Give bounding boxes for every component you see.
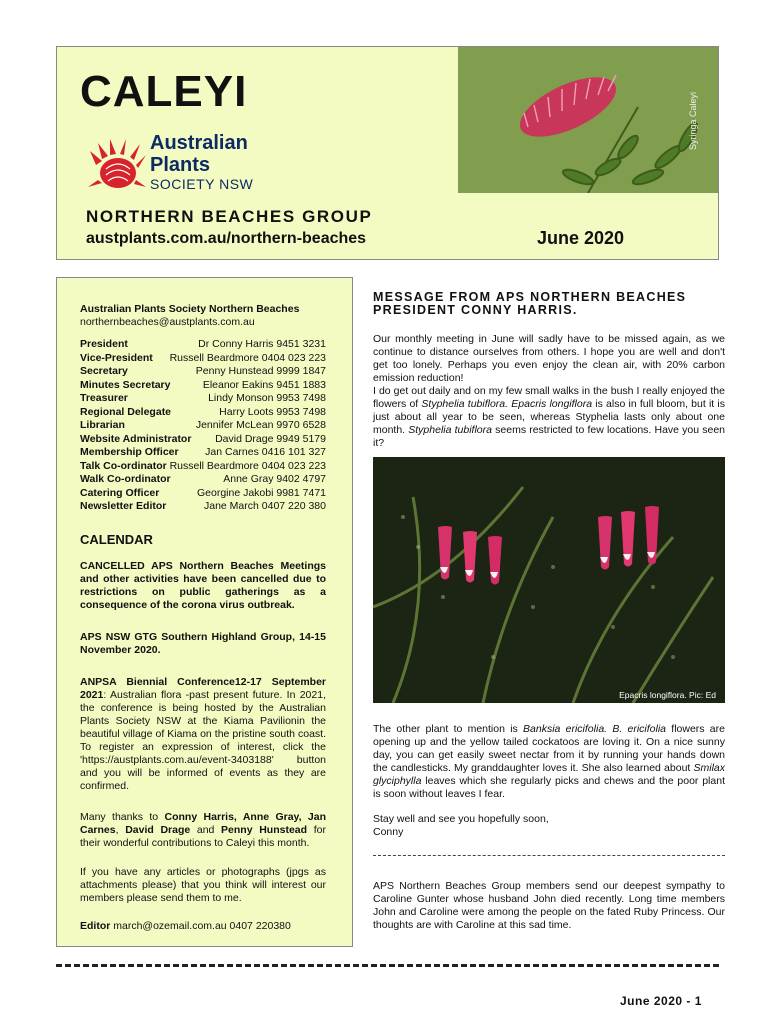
committee-person: Dr Conny Harris 9451 3231 [198, 338, 326, 350]
thanks-names: David Drage [125, 824, 191, 836]
message-text: The other plant to mention is [373, 723, 524, 735]
message-signoff [373, 813, 725, 839]
committee-row [80, 419, 326, 433]
committee-role: Secretary [80, 365, 128, 377]
message-paragraph [373, 723, 725, 801]
committee-row [80, 406, 326, 420]
committee-row [80, 392, 326, 406]
committee-person: Penny Hunstead 9999 1847 [195, 365, 326, 377]
committee-role: Newsletter Editor [80, 500, 167, 512]
issue-date: June 2020 [537, 228, 625, 248]
message-text: seems restricted to few locations. Have you seen it? [373, 424, 726, 449]
thanks-names: Penny Hunstead [221, 824, 308, 836]
calendar-heading: CALENDAR [80, 532, 153, 547]
website-link[interactable]: austplants.com.au/northern-beaches [86, 230, 367, 247]
message-text: leaves which she regularly picks and chews and the poor plant is soon without leaves I fear. [373, 775, 725, 800]
committee-row [80, 446, 326, 460]
calendar-gtg-event: APS NSW GTG Southern Highland Group, 14-15 November 2020. [80, 631, 326, 656]
committee-person: Harry Loots 9953 7498 [219, 405, 326, 418]
anpsa-title: ANPSA Biennial Conference12-17 September 2021 [80, 676, 326, 701]
committee-row [80, 338, 326, 352]
logo-text-australian: Australian [150, 132, 248, 154]
thanks-text: Many thanks to [80, 811, 165, 823]
thanks-text: and [190, 824, 222, 836]
committee-role: Catering Officer [80, 486, 160, 499]
committee-person: Anne Gray 9402 4797 [223, 473, 326, 485]
committee-person: Jane March 0407 220 380 [203, 500, 326, 512]
signoff-line: Stay well and see you hopefully soon, [373, 813, 549, 825]
footer-divider [56, 964, 719, 967]
committee-role: Talk Co-ordinator [80, 459, 167, 472]
message-text: is also in full bloom, but it is just about all year to be seen, whereas Styphelia lasts only about one month. [373, 398, 725, 436]
committee-person: Jennifer McLean 9970 6528 [195, 419, 326, 431]
photo-credit: Syringa Caleyi [688, 91, 698, 151]
committee-row [80, 460, 326, 474]
committee-person: Jan Carnes 0416 101 327 [205, 446, 326, 458]
committee-person: David Drage 9949 5179 [215, 432, 326, 445]
committee-role: Treasurer [80, 392, 128, 404]
anpsa-details: : Australian flora -past present future. In 2021, the conference is being hosted by the Australian Plants Society NSW at the Kiama Pavilionin the beautiful village of Kiama on the pristine south coast. To register an expression of interest, click the 'https://austplants.com.au/event-3403188' button and you will be informed of events as they are confirmed. [80, 689, 326, 792]
grevillea-caleyi-photo [458, 47, 718, 193]
committee-row [80, 379, 326, 393]
section-divider [373, 855, 725, 868]
plant-name: Styphelia tubiflora [408, 424, 492, 436]
committee-role: Walk Co-ordinator [80, 473, 171, 485]
editor-contact [80, 920, 326, 933]
editor-label: Editor [80, 920, 111, 932]
plant-name: Smilax glyciphylla [373, 762, 725, 787]
plant-name: Styphelia tubiflora. Epacris longiflora [421, 398, 593, 410]
committee-role: Librarian [80, 419, 125, 431]
newsletter-title: CALEYI [80, 67, 248, 116]
committee-row [80, 500, 326, 514]
committee-row [80, 352, 326, 366]
epacris-longiflora-photo [373, 457, 725, 703]
committee-person: Georgine Jakobi 9981 7471 [196, 486, 326, 499]
society-name: Australian Plants Society Northern Beaches [80, 303, 300, 315]
committee-role: Minutes Secretary [80, 378, 171, 391]
committee-person: Eleanor Eakins 9451 1883 [202, 378, 326, 391]
committee-person: Russell Beardmore 0404 023 223 [169, 459, 326, 472]
group-name: NORTHERN BEACHES GROUP [86, 207, 373, 226]
articles-request: If you have any articles or photographs (jpgs as attachments please) that you think will interest our members please send them to me. [80, 866, 326, 904]
committee-list [80, 338, 326, 514]
logo-text-society: SOCIETY NSW [150, 176, 254, 192]
editor-details[interactable]: march@ozemail.com.au 0407 220380 [110, 920, 291, 932]
society-email[interactable]: northernbeaches@austplants.com.au [80, 316, 255, 328]
committee-row [80, 433, 326, 447]
committee-person: Russell Beardmore 0404 023 223 [169, 351, 326, 364]
photo-caption: Epacris longiflora. Pic: Ed [619, 690, 716, 700]
committee-role: Regional Delegate [80, 405, 172, 418]
calendar-cancelled-notice: CANCELLED APS Northern Beaches Meetings and other activities have been cancelled due to restrictions on public gatherings as a consequence of the corona virus outbreak. [80, 560, 326, 611]
logo-text-plants: Plants [150, 154, 211, 176]
page-footer: June 2020 - 1 [620, 994, 702, 1008]
committee-row [80, 487, 326, 501]
message-text: I do get out daily and on my few small walks in the bush I really enjoyed the flowers of [373, 385, 725, 410]
calendar-anpsa-event [80, 676, 326, 793]
committee-role: Website Administrator [80, 432, 192, 445]
thanks-text: for their wonderful contributions to Caleyi this month. [80, 824, 326, 849]
message-paragraph: Our monthly meeting in June will sadly have to be missed again, as we continue to distance ourselves from others. I hope you are well and don't get too lonely. Perhaps you even enjoy the clean air, with 20% carbon emission reduction! [373, 333, 725, 384]
plant-name: Banksia ericifolia. B. ericifolia [523, 723, 667, 735]
sympathy-notice: APS Northern Beaches Group members send our deepest sympathy to Caroline Gunter whose husband John died recently. Long time members John and Caroline were among the people on the fated Ruby Princess. Our thoughts are with Caroline at this sad time. [373, 880, 725, 931]
message-paragraph [373, 385, 725, 450]
committee-row [80, 473, 326, 487]
committee-row [80, 365, 326, 379]
committee-role: Membership Officer [80, 446, 179, 458]
message-text: flowers are opening up and the yellow tailed cockatoos are loving it. On a nice sunny day, you can get easily sweet nectar from it by running your hands down the candlesticks. My granddaughter loves it. She also learned about [373, 723, 725, 774]
signoff-name: Conny [373, 826, 404, 838]
thanks-text: , [115, 824, 126, 836]
committee-person: Lindy Monson 9953 7498 [208, 392, 326, 404]
committee-role: Vice-President [80, 351, 153, 364]
president-message-heading: MESSAGE FROM APS NORTHERN BEACHES PRESIDENT CONNY HARRIS. [373, 290, 687, 317]
committee-role: President [80, 338, 128, 350]
thanks-paragraph [80, 811, 326, 850]
thanks-names: Conny Harris, Anne Gray, Jan Carnes [80, 811, 326, 836]
